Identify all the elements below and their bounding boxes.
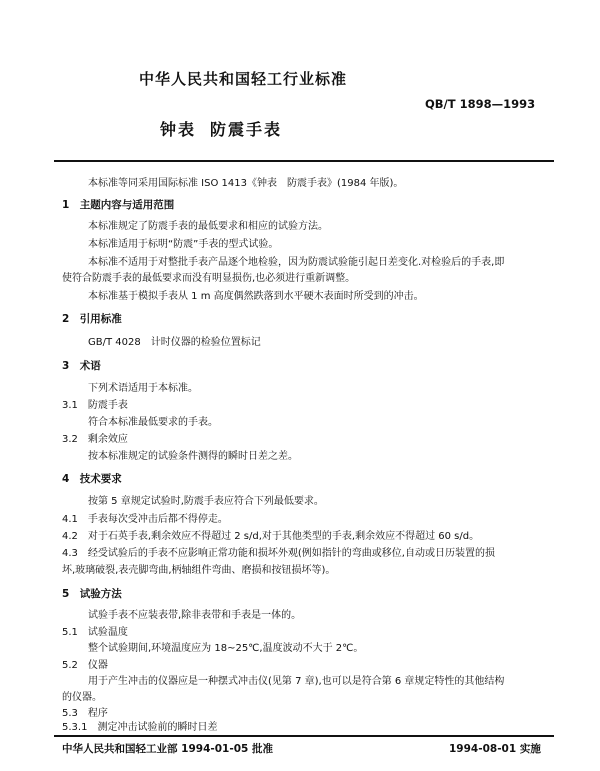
subsection-5-3-title: 5.3 程序	[62, 708, 108, 719]
document-title	[160, 117, 282, 140]
section-2-reference: GB/T 4028 计时仪器的检验位置标记	[88, 337, 261, 348]
section-1-heading: 1 主题内容与适用范围	[62, 199, 175, 211]
section-2-heading: 2 引用标准	[62, 313, 122, 325]
term-3-2-title: 3.2 剩余效应	[62, 434, 128, 445]
subsection-5-2-title: 5.2 仪器	[62, 660, 108, 671]
subsection-5-1-title: 5.1 试验温度	[62, 627, 128, 638]
requirement-4-3-line-2: 坏,玻璃破裂,表壳脚弯曲,柄轴组件弯曲、磨损和按钮损坏等)。	[62, 565, 336, 576]
title-part-2: 防震手表	[210, 120, 283, 139]
requirement-4-1: 4.1 手表每次受冲击后都不得停走。	[62, 514, 228, 525]
section-4-heading: 4 技术要求	[62, 473, 122, 485]
subsection-5-1-body: 整个试验期间,环境温度应为 18~25℃,温度波动不大于 2℃。	[88, 643, 364, 654]
section-4-intro: 按第 5 章规定试验时,防震手表应符合下列最低要求。	[88, 496, 324, 507]
term-3-1-definition: 符合本标准最低要求的手表。	[88, 417, 218, 428]
section-1-paragraph-1: 本标准规定了防震手表的最低要求和相应的试验方法。	[88, 221, 328, 232]
header-divider	[54, 160, 554, 162]
preface-paragraph: 本标准等同采用国际标准 ISO 1413《钟表 防震手表》(1984 年版)。	[88, 178, 404, 189]
section-1-paragraph-4: 本标准基于模拟手表从 1 m 高度偶然跌落到水平硬木表面时所受到的冲击。	[88, 291, 424, 302]
subsection-5-2-line-1: 用于产生冲击的仪器应是一种摆式冲击仪(见第 7 章),也可以是符合第 6 章规定特性的其他结构	[88, 676, 505, 687]
requirement-4-2: 4.2 对于石英手表,剩余效应不得超过 2 s/d,对于其他类型的手表,剩余效应不得超过 60 s/d。	[62, 531, 480, 542]
term-3-2-definition: 按本标准规定的试验条件测得的瞬时日差之差。	[88, 451, 298, 462]
subsection-5-2-line-2: 的仪器。	[62, 692, 102, 703]
footer-divider	[54, 735, 554, 737]
section-1-paragraph-3-line-1: 本标准不适用于对整批手表产品逐个地检验，因为防震试验能引起日差变化.对检验后的手表,即	[88, 257, 505, 268]
requirement-4-3-line-1: 4.3 经受试验后的手表不应影响正常功能和损坏外观(例如指针的弯曲或移位,自动或日历装置的损	[62, 548, 495, 559]
subsection-5-3-1-title: 5.3.1 测定冲击试验前的瞬时日差	[62, 722, 218, 733]
standard-body-header: 中华人民共和国轻工行业标准	[139, 70, 348, 88]
section-3-heading: 3 术语	[62, 360, 101, 372]
title-part-1: 钟表	[160, 120, 197, 139]
standard-number: QB/T 1898—1993	[425, 97, 536, 111]
implementation-date: 1994-08-01 实施	[449, 743, 541, 755]
section-5-heading: 5 试验方法	[62, 588, 122, 600]
section-1-paragraph-3-line-2: 使符合防震手表的最低要求而没有明显损伤,也必须进行重新调整。	[62, 273, 356, 284]
section-5-intro: 试验手表不应装表带,除非表带和手表是一体的。	[88, 610, 302, 621]
term-3-1-title: 3.1 防震手表	[62, 400, 128, 411]
section-3-intro: 下列术语适用于本标准。	[88, 383, 198, 394]
approval-statement: 中华人民共和国轻工业部 1994-01-05 批准	[62, 743, 273, 755]
section-1-paragraph-2: 本标准适用于标明“防震”手表的型式试验。	[88, 239, 279, 250]
